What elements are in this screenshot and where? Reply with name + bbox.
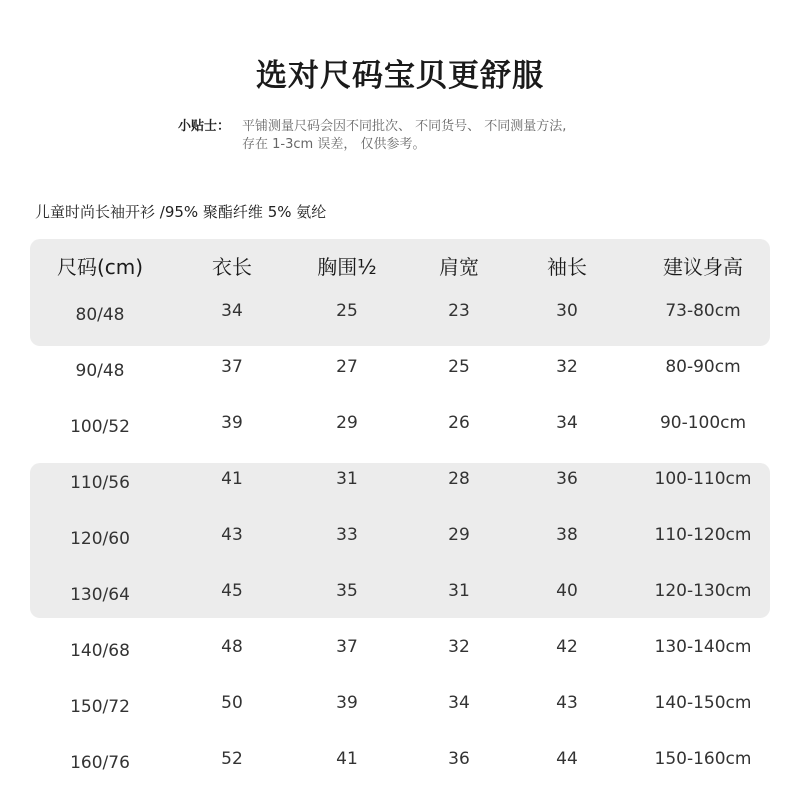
cell-height: 73-80cm: [665, 301, 741, 321]
table-row: [0, 408, 800, 438]
cell-height: 150-160cm: [654, 749, 752, 769]
table-row: [0, 352, 800, 382]
table-row: [0, 688, 800, 718]
table-row: [0, 464, 800, 494]
cell-length: 50: [221, 693, 243, 713]
cell-size: 100/52: [70, 417, 130, 437]
cell-chest: 39: [336, 693, 358, 713]
cell-sleeve: 34: [556, 413, 578, 433]
cell-chest: 31: [336, 469, 358, 489]
cell-length: 43: [221, 525, 243, 545]
cell-chest: 35: [336, 581, 358, 601]
header-size: 尺码(cm): [56, 255, 144, 279]
cell-height: 90-100cm: [659, 413, 747, 433]
cell-size: 80/48: [75, 305, 125, 325]
tips-line-2: 存在 1-3cm 误差， 仅供参考。: [242, 137, 426, 152]
cell-sleeve: 30: [556, 301, 578, 321]
cell-sleeve: 36: [556, 469, 578, 489]
cell-length: 39: [221, 413, 243, 433]
cell-size: 130/64: [70, 585, 130, 605]
table-row: [0, 576, 800, 606]
cell-chest: 29: [336, 413, 358, 433]
cell-height: 110-120cm: [654, 525, 752, 545]
cell-size: 150/72: [70, 697, 130, 717]
cell-height: 120-130cm: [654, 581, 752, 601]
cell-sleeve: 40: [556, 581, 578, 601]
tips-block: [178, 118, 566, 154]
table-row: [0, 632, 800, 662]
tips-line-1: 平铺测量尺码会因不同批次、 不同货号、 不同测量方法,: [242, 119, 567, 134]
header-shoulder: 肩宽: [439, 255, 479, 279]
cell-size: 120/60: [70, 529, 130, 549]
cell-length: 37: [221, 357, 243, 377]
tips-text: [242, 118, 566, 154]
cell-size: 160/76: [70, 753, 130, 773]
cell-length: 34: [221, 301, 243, 321]
cell-size: 140/68: [70, 641, 130, 661]
cell-shoulder: 29: [448, 525, 470, 545]
page-title: 选对尺码宝贝更舒服: [256, 58, 544, 94]
cell-chest: 25: [336, 301, 358, 321]
tips-label: 小贴士：: [178, 119, 231, 134]
cell-size: 110/56: [70, 473, 130, 493]
cell-length: 48: [221, 637, 243, 657]
header-sleeve: 袖长: [547, 255, 587, 279]
cell-height: 80-90cm: [665, 357, 741, 377]
header-height: 建议身高: [663, 255, 743, 279]
cell-sleeve: 44: [556, 749, 578, 769]
cell-height: 140-150cm: [654, 693, 752, 713]
cell-height: 130-140cm: [654, 637, 752, 657]
cell-chest: 37: [336, 637, 358, 657]
cell-shoulder: 26: [448, 413, 470, 433]
cell-shoulder: 32: [448, 637, 470, 657]
cell-chest: 27: [336, 357, 358, 377]
table-row: [0, 520, 800, 550]
cell-shoulder: 31: [448, 581, 470, 601]
cell-length: 52: [221, 749, 243, 769]
header-length: 衣长: [212, 255, 252, 279]
table-row: [0, 744, 800, 774]
cell-shoulder: 34: [448, 693, 470, 713]
cell-height: 100-110cm: [654, 469, 752, 489]
cell-shoulder: 23: [448, 301, 470, 321]
cell-shoulder: 25: [448, 357, 470, 377]
cell-sleeve: 38: [556, 525, 578, 545]
cell-sleeve: 43: [556, 693, 578, 713]
product-description: 儿童时尚长袖开衫 /95% 聚酯纤维 5% 氨纶: [35, 203, 327, 221]
cell-shoulder: 36: [448, 749, 470, 769]
cell-chest: 41: [336, 749, 358, 769]
cell-chest: 33: [336, 525, 358, 545]
table-row: [0, 296, 800, 326]
table-header-row: [0, 252, 800, 282]
cell-length: 41: [221, 469, 243, 489]
cell-sleeve: 42: [556, 637, 578, 657]
cell-length: 45: [221, 581, 243, 601]
cell-size: 90/48: [75, 361, 125, 381]
header-chest: 胸围½: [317, 255, 377, 279]
cell-shoulder: 28: [448, 469, 470, 489]
cell-sleeve: 32: [556, 357, 578, 377]
